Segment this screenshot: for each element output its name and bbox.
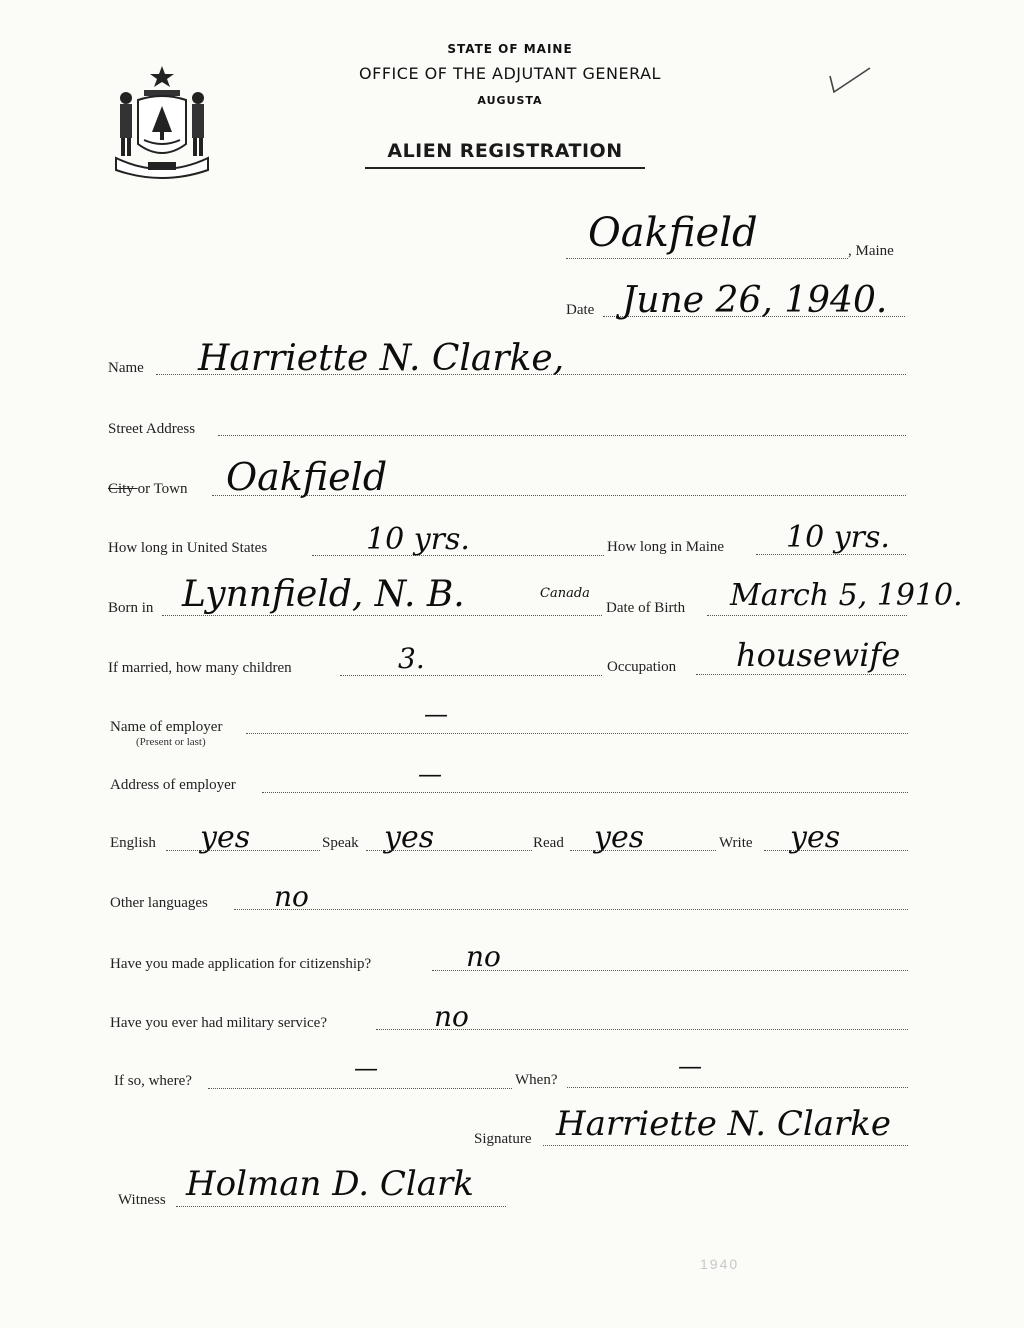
witness-line xyxy=(176,1206,506,1207)
employer-value: — xyxy=(424,700,448,728)
occupation-value: housewife xyxy=(736,636,901,674)
years-me-label: How long in Maine xyxy=(607,539,725,555)
born-in-label: Born in xyxy=(108,600,154,616)
speak-value: yes xyxy=(384,820,435,855)
when-label: When? xyxy=(515,1072,558,1088)
maine-label: , Maine xyxy=(848,243,894,259)
when-line xyxy=(567,1087,908,1088)
read-value: yes xyxy=(594,820,645,855)
date-label: Date xyxy=(566,302,595,318)
received-stamp: 1940 xyxy=(700,1256,740,1272)
years-us-label: How long in United States xyxy=(108,540,268,556)
years-me-value: 10 yrs. xyxy=(786,520,890,555)
speak-label: Speak xyxy=(322,835,359,851)
header-office: OFFICE OF THE ADJUTANT GENERAL xyxy=(359,64,661,83)
witness-label: Witness xyxy=(118,1192,166,1208)
children-line xyxy=(340,675,602,676)
children-value: 3. xyxy=(398,642,425,675)
other-languages-line xyxy=(234,909,908,910)
when-value: — xyxy=(678,1052,702,1080)
date-value: June 26, 1940. xyxy=(622,280,888,321)
check-mark-icon xyxy=(828,66,872,96)
english-value: yes xyxy=(200,820,251,855)
born-in-line xyxy=(162,615,602,616)
military-label: Have you ever had military service? xyxy=(110,1015,327,1031)
other-languages-value: no xyxy=(274,880,309,913)
city-struck-label: City xyxy=(108,481,138,497)
where-value: — xyxy=(354,1054,378,1082)
witness-value: Holman D. Clark xyxy=(186,1164,474,1204)
signature-value: Harriette N. Clarke xyxy=(556,1104,892,1144)
born-in-value: Lynnfield, N. B. xyxy=(182,574,465,615)
employer-address-value: — xyxy=(418,760,442,788)
dob-label: Date of Birth xyxy=(606,600,686,616)
born-note-value: Canada xyxy=(540,586,590,601)
street-line xyxy=(218,435,906,436)
dob-line xyxy=(707,615,907,616)
other-languages-label: Other languages xyxy=(110,895,208,911)
where-line xyxy=(208,1088,512,1089)
years-us-value: 10 yrs. xyxy=(366,522,470,557)
title-underline xyxy=(365,167,645,169)
citizenship-line xyxy=(432,970,908,971)
citizenship-label: Have you made application for citizenship? xyxy=(110,956,372,972)
street-label: Street Address xyxy=(108,421,196,437)
english-label: English xyxy=(110,835,156,851)
where-label: If so, where? xyxy=(114,1073,192,1089)
dob-value: March 5, 1910. xyxy=(730,578,963,613)
write-value: yes xyxy=(790,820,841,855)
signature-line xyxy=(543,1145,908,1146)
form-title: ALIEN REGISTRATION xyxy=(387,140,623,162)
read-label: Read xyxy=(533,835,564,851)
name-value: Harriette N. Clarke, xyxy=(198,338,565,379)
employer-line xyxy=(246,733,908,734)
state-seal-icon xyxy=(108,62,216,182)
town-header-value: Oakfield xyxy=(588,210,758,256)
or-town-label: or Town xyxy=(137,481,188,497)
employer-address-label: Address of employer xyxy=(110,777,236,793)
employer-address-line xyxy=(262,792,908,793)
employer-label: Name of employer xyxy=(110,719,223,735)
header-state: STATE OF MAINE xyxy=(447,42,573,56)
employer-note: (Present or last) xyxy=(136,736,206,748)
occupation-label: Occupation xyxy=(607,659,677,675)
header-city: AUGUSTA xyxy=(477,94,543,107)
town-value: Oakfield xyxy=(226,455,388,499)
town-header-line xyxy=(566,258,848,259)
name-label: Name xyxy=(108,360,144,376)
citizenship-value: no xyxy=(466,940,501,973)
write-label: Write xyxy=(719,835,753,851)
occupation-line xyxy=(696,674,906,675)
children-label: If married, how many children xyxy=(108,660,292,676)
military-value: no xyxy=(434,1000,469,1033)
signature-label: Signature xyxy=(474,1131,532,1147)
city-or-town-label xyxy=(108,481,188,498)
